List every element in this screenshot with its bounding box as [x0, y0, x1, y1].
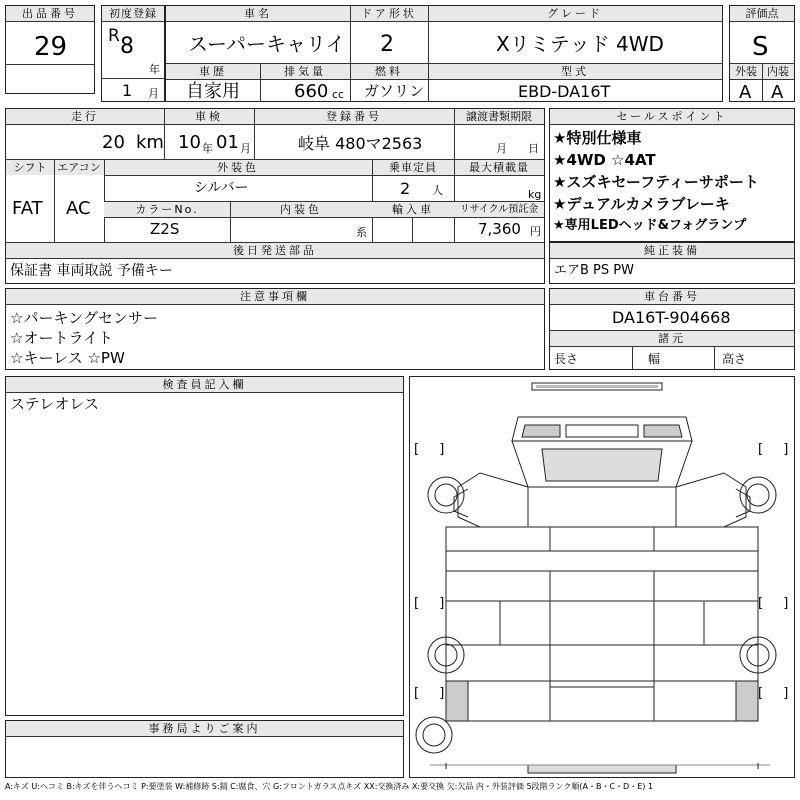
lot-number-header: 出品番号 [6, 6, 94, 21]
interior-header: 内装 [762, 64, 794, 79]
equipment-list: エアB PS PW [554, 263, 634, 278]
door-count: 2 [380, 32, 394, 57]
interior-grade: A [771, 82, 784, 103]
cc-unit: cc [332, 88, 345, 101]
lot-number: 29 [34, 32, 68, 62]
inspector-box [5, 376, 404, 716]
door-header: ドア形状 [350, 6, 428, 21]
bracket-right-low: [ ] [758, 686, 797, 701]
spec-length: 長さ [554, 352, 579, 366]
specs-header: 諸元 [550, 331, 794, 346]
registration-number-header: 登録番号 [254, 109, 454, 124]
grade: Xリミテッド 4WD [496, 32, 664, 56]
later-parts: 保証書 車両取説 予備キー [10, 263, 173, 279]
recycle-unit: 円 [530, 225, 541, 238]
overall-score: S [752, 32, 769, 62]
equipment-header: 純正装備 [550, 243, 794, 258]
import-header: 輸入車 [372, 202, 454, 217]
sales-points-box [549, 108, 795, 242]
notes-box [5, 288, 545, 370]
car-name: スーパーキャリイ [188, 32, 346, 56]
inspection-month-unit: 月 [240, 142, 251, 155]
displacement: 660 [294, 81, 329, 102]
vehicle-diagram [409, 376, 795, 778]
sales-point: ★4WD ☆4AT [553, 151, 656, 169]
transfer-month: 月 [496, 142, 507, 155]
recycle-fee: 7,360 [478, 220, 521, 238]
bracket-right-mid: [ ] [758, 596, 797, 611]
registration-month: 1 [122, 81, 133, 100]
history-header: 車歴 [166, 64, 260, 79]
model-code: EBD-DA16T [518, 82, 611, 101]
exterior-color-header: 外装色 [104, 160, 372, 175]
seating-capacity: 2 [400, 179, 411, 198]
recycle-header: リサイクル預託金 [454, 202, 544, 217]
shift-header: シフト [6, 160, 54, 175]
office-box [5, 720, 404, 778]
chassis-number: DA16T-904668 [612, 308, 731, 327]
max-load-header: 最大積載量 [454, 160, 544, 175]
inspector-header: 検査員記入欄 [6, 377, 403, 392]
fuel-header: 燃料 [350, 64, 428, 79]
exterior-color: シルバー [194, 180, 249, 196]
chassis-header: 車台番号 [550, 289, 794, 304]
car-history: 自家用 [186, 81, 240, 102]
displacement-header: 排気量 [260, 64, 350, 79]
exterior-header: 外装 [730, 64, 762, 79]
notes-list [10, 308, 158, 368]
transfer-day: 日 [528, 142, 539, 155]
note-item: ☆オートライト [10, 329, 113, 347]
score-header: 評価点 [730, 6, 794, 21]
lot-number-box [5, 5, 95, 94]
color-number-header: カラーNo. [104, 202, 230, 217]
first-registration-header: 初度登録 [102, 6, 164, 21]
transfer-deadline-header: 譲渡書類期限 [454, 109, 544, 124]
chassis-box [549, 288, 795, 370]
registration-number: 岐阜 480マ2563 [298, 134, 423, 153]
registration-year: 8 [120, 34, 134, 59]
office-header: 事務局よりご案内 [6, 721, 403, 736]
truck-damage-map [410, 377, 797, 777]
bracket-left-top: [ ] [414, 442, 453, 457]
shift-type: FAT [12, 198, 43, 219]
bracket-right-top: [ ] [758, 442, 797, 457]
color-number: Z2S [150, 220, 180, 238]
sales-points-header: セールスポイント [550, 109, 794, 124]
inspection-header: 車検 [164, 109, 254, 124]
spec-height: 高さ [722, 352, 747, 366]
aircon-header: エアコン [54, 160, 104, 175]
sales-points-list [553, 127, 759, 237]
capacity-unit: 人 [432, 184, 443, 197]
spec-width: 幅 [648, 352, 661, 366]
bracket-left-mid: [ ] [414, 596, 453, 611]
inspection-year: 10 [178, 132, 201, 153]
note-item: ☆パーキングセンサー [10, 309, 158, 327]
aircon-type: AC [66, 198, 91, 219]
mileage-unit: km [136, 132, 164, 153]
vehicle-detail-box [5, 108, 545, 284]
interior-color-unit: 系 [356, 226, 367, 239]
kg-unit: kg [528, 188, 542, 201]
sales-point: ★専用LEDヘッド&フォグランプ [553, 218, 747, 233]
car-name-header: 車名 [166, 6, 350, 21]
first-registration-box [101, 5, 165, 102]
year-unit: 年 [149, 63, 160, 76]
later-parts-header: 後日発送部品 [6, 243, 544, 258]
sales-point: ★デュアルカメラブレーキ [553, 195, 730, 213]
inspector-note: ステレオレス [10, 395, 99, 413]
note-item: ☆キーレス ☆PW [10, 349, 125, 367]
grade-header: グレード [428, 6, 722, 21]
inspection-year-unit: 年 [202, 142, 213, 155]
mileage-header: 走行 [6, 109, 164, 124]
equipment-box [549, 242, 795, 284]
exterior-grade: A [739, 82, 752, 103]
score-box [729, 5, 795, 102]
sales-point: ★スズキセーフティーサポート [553, 173, 759, 191]
era-letter: R [108, 26, 120, 46]
inspection-month: 01 [216, 132, 239, 153]
notes-header: 注意事項欄 [6, 289, 544, 304]
interior-color-header: 内装色 [230, 202, 372, 217]
bracket-left-low: [ ] [414, 686, 453, 701]
fuel-type: ガソリン [364, 82, 425, 100]
month-unit: 月 [148, 87, 159, 100]
model-code-header: 型式 [428, 64, 722, 79]
capacity-header: 乗車定員 [372, 160, 454, 175]
car-info-box [165, 5, 723, 102]
sales-point: ★特別仕様車 [553, 129, 642, 147]
legend: A:キズ U:ヘコミ B:キズを伴うヘコミ P:要塗装 W:補修跡 S:錆 C:腐食、穴 G:フロントガラス点キズ XX:交換済み X:要交換 欠:欠品 内・外装評価 5段階ランク順(A・B・C・D・E) 1 [5, 782, 654, 791]
mileage-value: 20 [102, 132, 125, 153]
